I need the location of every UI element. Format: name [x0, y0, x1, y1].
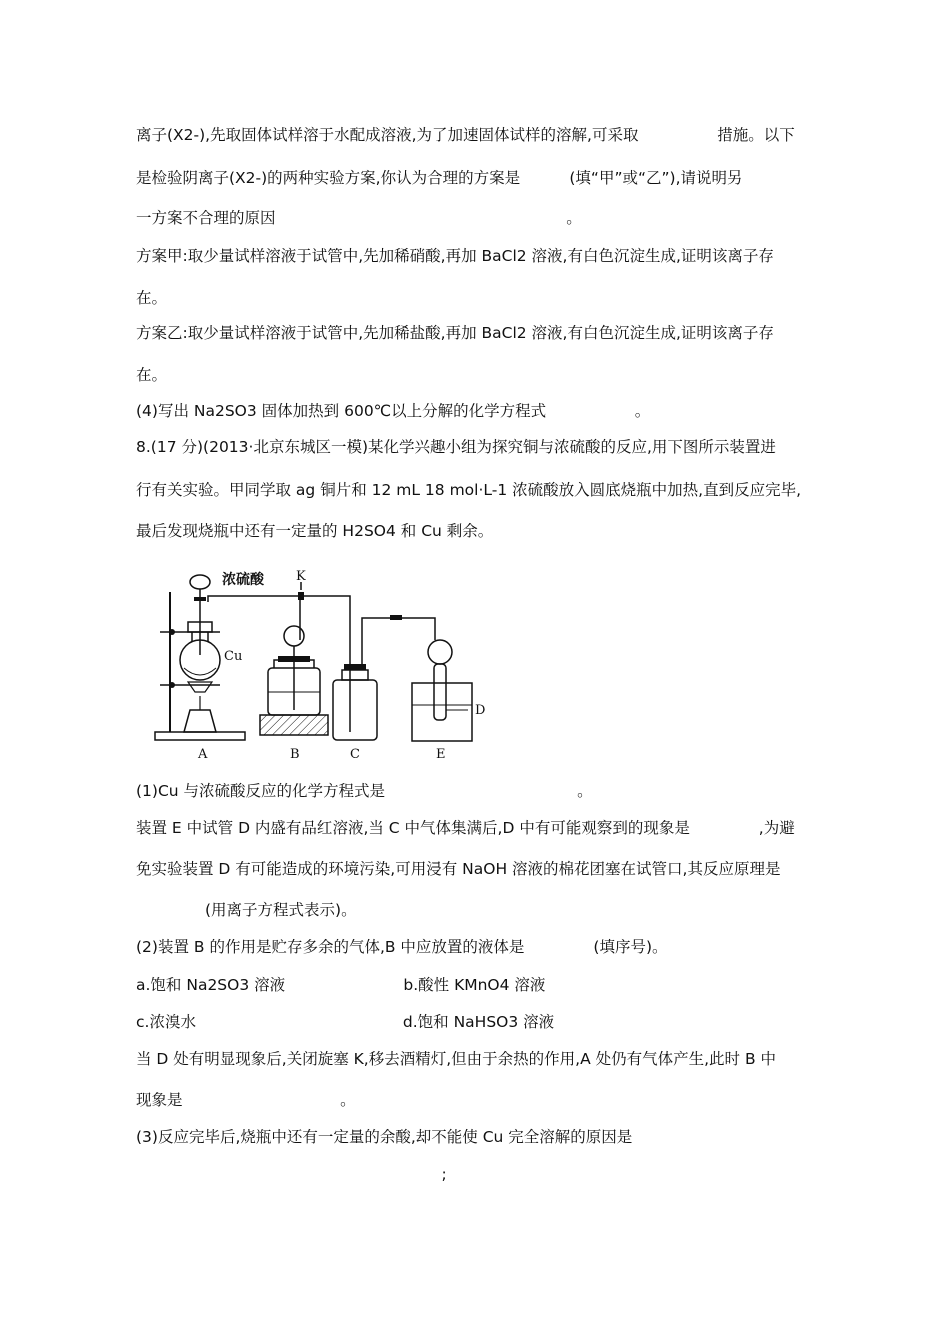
- text-line: 现象是 。: [136, 1091, 356, 1109]
- text-line: 行有关实验。甲同学取 ag 铜片和 12 mL 18 mol·L-1 浓硫酸放入圆底烧瓶中加热,直到反应完毕,: [136, 481, 801, 499]
- option-row-ab: a.饱和 Na2SO3 溶液 b.酸性 KMnO4 溶液: [136, 976, 546, 994]
- text-line: 在。: [136, 289, 168, 307]
- tube-d-label: D: [475, 703, 486, 718]
- text-line: 免实验装置 D 有可能造成的环境污染,可用浸有 NaOH 溶液的棉花团塞在试管口,其反应原理是: [136, 860, 781, 878]
- apparatus-c-label: C: [350, 747, 360, 762]
- question-8: 8.(17 分)(2013·北京东城区一模)某化学兴趣小组为探究铜与浓硫酸的反应,用下图所示装置进: [136, 438, 776, 456]
- text-line: 是检验阴离子(X2-)的两种实验方案,你认为合理的方案是 (填“甲”或“乙”),请说明另: [136, 169, 743, 187]
- text-line: ;: [136, 1165, 447, 1183]
- apparatus-e-label: E: [436, 747, 446, 762]
- sulfuric-acid-label: 浓硫酸: [222, 572, 264, 588]
- cu-label: Cu: [224, 649, 243, 664]
- text-line: 离子(X2-),先取固体试样溶于水配成溶液,为了加速固体试样的溶解,可采取 措施。以下: [136, 126, 795, 144]
- text-line: 最后发现烧瓶中还有一定量的 H2SO4 和 Cu 剩余。: [136, 522, 494, 540]
- text-line: 当 D 处有明显现象后,关闭旋塞 K,移去酒精灯,但由于余热的作用,A 处仍有气体产生,此时 B 中: [136, 1050, 777, 1068]
- text-line: 装置 E 中试管 D 内盛有品红溶液,当 C 中气体集满后,D 中有可能观察到的现象是 ,为避: [136, 819, 795, 837]
- valve-k-label: K: [296, 569, 306, 584]
- text-line: 一方案不合理的原因 。: [136, 209, 582, 227]
- apparatus-diagram: [150, 560, 510, 770]
- text-line: 方案甲:取少量试样溶液于试管中,先加稀硝酸,再加 BaCl2 溶液,有白色沉淀生成,证明该离子存: [136, 247, 774, 265]
- question-8-3: (3)反应完毕后,烧瓶中还有一定量的余酸,却不能使 Cu 完全溶解的原因是: [136, 1128, 633, 1146]
- apparatus-b-label: B: [290, 747, 300, 762]
- text-line: (用离子方程式表示)。: [136, 901, 357, 919]
- question-8-1: (1)Cu 与浓硫酸反应的化学方程式是 。: [136, 782, 593, 800]
- question-8-2: (2)装置 B 的作用是贮存多余的气体,B 中应放置的液体是 (填序号)。: [136, 938, 668, 956]
- text-line: 方案乙:取少量试样溶液于试管中,先加稀盐酸,再加 BaCl2 溶液,有白色沉淀生成,证明该离子存: [136, 324, 774, 342]
- text-line: 在。: [136, 366, 168, 384]
- apparatus-a-label: A: [198, 747, 208, 762]
- option-row-cd: c.浓溴水 d.饱和 NaHSO3 溶液: [136, 1013, 555, 1031]
- question-4: (4)写出 Na2SO3 固体加热到 600℃以上分解的化学方程式 。: [136, 402, 651, 420]
